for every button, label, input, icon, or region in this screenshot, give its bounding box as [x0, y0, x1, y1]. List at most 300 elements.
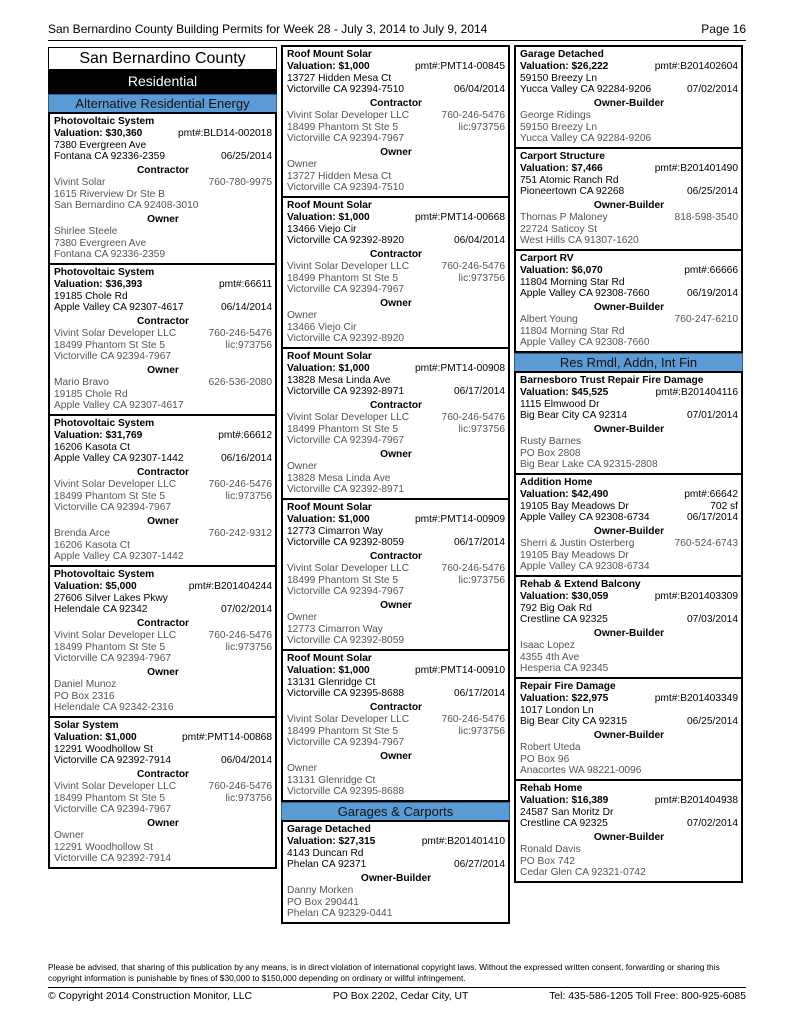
valuation: Valuation: $1,000 [287, 60, 370, 72]
owner-label: Owner-Builder [593, 730, 665, 741]
entry-row [287, 84, 505, 96]
contractor-city: Victorville CA 92394-7967 [287, 435, 405, 447]
county-title: San Bernardino County [48, 47, 277, 69]
owner-city: Victorville CA 92394-7510 [287, 182, 405, 194]
contractor-name: Vivint Solar Developer LLC [287, 109, 410, 121]
owner-phone: 818-598-3540 [674, 211, 738, 223]
entry-row [54, 177, 272, 189]
contractor-street: 18499 Phantom St Ste 5 [287, 121, 399, 133]
permit-number: pmt#:66612 [218, 429, 272, 441]
owner-label: Owner [380, 298, 412, 309]
permit-date: 06/25/2014 [687, 716, 738, 728]
job-address: 16206 Kasota Ct [54, 441, 130, 453]
footer-address: PO Box 2202, Cedar City, UT [332, 991, 469, 1002]
entry-row [54, 604, 272, 616]
owner-name: Brenda Arce [54, 527, 111, 539]
permit-entry [514, 677, 743, 781]
contractor-street: 18499 Phantom St Ste 5 [54, 339, 166, 351]
owner-city: Victorville CA 92392-8059 [287, 635, 405, 647]
entry-row [287, 859, 505, 871]
job-address: 13727 Hidden Mesa Ct [287, 72, 392, 84]
permit-title: Carport RV [520, 253, 574, 264]
entry-row [54, 630, 272, 642]
entry-row [520, 387, 738, 399]
permit-title: Roof Mount Solar [287, 502, 372, 513]
owner-label: Owner [380, 751, 412, 762]
contractor-label: Contractor [136, 467, 190, 478]
owner-street: 19105 Bay Meadows Dr [520, 549, 629, 561]
entry-row [520, 110, 738, 122]
owner-city: Apple Valley CA 92307-4617 [54, 400, 184, 412]
valuation: Valuation: $30,360 [54, 127, 143, 139]
owner-street: 22724 Saticoy St [520, 223, 598, 235]
owner-street: 19185 Chole Rd [54, 388, 128, 400]
entry-row [287, 763, 505, 775]
owner-phone: 626-536-2080 [208, 376, 272, 388]
entry-row [287, 885, 505, 897]
permit-date: 06/17/2014 [454, 688, 505, 700]
contractor-city: Victorville CA 92394-7967 [54, 653, 172, 665]
contractor-street: 18499 Phantom St Ste 5 [54, 792, 166, 804]
entry-row [520, 512, 738, 524]
entry-row [54, 189, 272, 201]
owner-street: 13727 Hidden Mesa Ct [287, 170, 392, 182]
contractor-phone: 760-246-5476 [441, 411, 505, 423]
entry-row [520, 489, 738, 501]
contractor-city: Victorville CA 92394-7967 [287, 586, 405, 598]
entry-row [54, 377, 272, 389]
valuation: Valuation: $36,393 [54, 278, 143, 290]
contractor-phone: 760-246-5476 [208, 478, 272, 490]
job-address: 13131 Glenridge Ct [287, 676, 376, 688]
entry-row [54, 528, 272, 540]
job-city: Helendale CA 92342 [54, 604, 148, 616]
owner-phone: 760-524-6743 [674, 537, 738, 549]
valuation: Valuation: $26,222 [520, 60, 609, 72]
entry-row [54, 755, 272, 767]
owner-city: Yucca Valley CA 92284-9206 [520, 133, 652, 145]
permit-title: Barnesboro Trust Repair Fire Damage [520, 375, 704, 386]
valuation: Valuation: $1,000 [54, 731, 137, 743]
job-address: 751 Atomic Ranch Rd [520, 174, 619, 186]
permit-number: pmt#:PMT14-00909 [414, 513, 505, 525]
entry-row [520, 591, 738, 603]
permit-number: pmt#:B201404244 [188, 580, 272, 592]
permit-number: pmt#:B201402604 [654, 60, 738, 72]
job-address: 1017 London Ln [520, 704, 594, 716]
permit-title: Roof Mount Solar [287, 653, 372, 664]
permit-entry [281, 820, 510, 924]
owner-street: 16206 Kasota Ct [54, 539, 130, 551]
entry-row [520, 614, 738, 626]
column-1 [48, 47, 277, 869]
owner-city: Victorville CA 92395-8688 [287, 786, 405, 798]
footer-phones: Tel: 435-586-1205 Toll Free: 800-925-6085 [549, 991, 746, 1002]
permit-number: pmt#:B201401410 [421, 835, 505, 847]
owner-label: Owner [380, 449, 412, 460]
contractor-city: San Bernardino CA 92408-3010 [54, 200, 199, 212]
permit-title: Roof Mount Solar [287, 49, 372, 60]
owner-street: 13131 Glenridge Ct [287, 774, 376, 786]
contractor-name: Vivint Solar Developer LLC [54, 478, 177, 490]
contractor-street: 18499 Phantom St Ste 5 [54, 641, 166, 653]
job-city: Apple Valley CA 92308-7660 [520, 288, 650, 300]
entry-row [520, 410, 738, 422]
contractor-phone: 760-246-5476 [441, 109, 505, 121]
valuation: Valuation: $27,315 [287, 835, 376, 847]
owner-label: Owner [147, 818, 179, 829]
valuation: Valuation: $42,490 [520, 488, 609, 500]
job-city: Victorville CA 92392-7914 [54, 755, 172, 767]
permit-date: 06/04/2014 [454, 84, 505, 96]
permit-number: pmt#:B201401490 [654, 162, 738, 174]
permit-title: Photovoltaic System [54, 569, 155, 580]
owner-street: 12291 Woodhollow St [54, 841, 153, 853]
valuation: Valuation: $31,769 [54, 429, 143, 441]
page-footer [48, 991, 746, 1002]
column-2 [281, 47, 510, 924]
permit-date: 07/03/2014 [687, 614, 738, 626]
owner-name: George Ridings [520, 109, 591, 121]
permit-entry [48, 716, 277, 869]
job-city: Big Bear City CA 92314 [520, 410, 628, 422]
owner-street: 13828 Mesa Linda Ave [287, 472, 391, 484]
contractor-license: lic:973756 [458, 121, 505, 133]
owner-label: Owner-Builder [593, 200, 665, 211]
entry-row [54, 479, 272, 491]
entry-row [54, 491, 272, 503]
contractor-license: lic:973756 [225, 339, 272, 351]
owner-city: Hesperia CA 92345 [520, 663, 609, 675]
report-title: San Bernardino County Building Permits for Week 28 - July 3, 2014 to July 9, 2014 [48, 22, 488, 36]
page-number: Page 16 [701, 22, 746, 36]
permit-entry [281, 196, 510, 349]
job-address: 4143 Duncan Rd [287, 847, 364, 859]
job-city: Victorville CA 92392-8920 [287, 235, 405, 247]
permit-date: 06/17/2014 [454, 537, 505, 549]
section-header: Garages & Carports [281, 802, 510, 822]
owner-label: Owner [147, 365, 179, 376]
job-city: Crestline CA 92325 [520, 614, 608, 626]
owner-name: Isaac Lopez [520, 639, 575, 651]
owner-label: Owner [147, 214, 179, 225]
entry-row [54, 328, 272, 340]
contractor-phone: 760-246-5476 [208, 629, 272, 641]
job-address: 19105 Bay Meadows Dr [520, 500, 629, 512]
owner-label: Owner [147, 516, 179, 527]
owner-street: PO Box 290441 [287, 896, 359, 908]
permit-number: pmt#:PMT14-00868 [181, 731, 272, 743]
permit-title: Roof Mount Solar [287, 351, 372, 362]
contractor-license: lic:973756 [458, 725, 505, 737]
entry-row [287, 726, 505, 738]
owner-city: Big Bear Lake CA 92315-2808 [520, 459, 658, 471]
entry-row [287, 665, 505, 677]
contractor-name: Vivint Solar Developer LLC [54, 629, 177, 641]
permit-number: pmt#:PMT14-00845 [414, 60, 505, 72]
square-footage: 702 sf [710, 500, 738, 512]
owner-name: Owner [287, 611, 318, 623]
valuation: Valuation: $5,000 [54, 580, 137, 592]
valuation: Valuation: $7,466 [520, 162, 603, 174]
entry-row [54, 793, 272, 805]
entry-row [54, 151, 272, 163]
valuation: Valuation: $1,000 [287, 211, 370, 223]
permit-entry [281, 498, 510, 651]
permit-number: pmt#:PMT14-00668 [414, 211, 505, 223]
permit-entry [514, 575, 743, 679]
permit-date: 07/02/2014 [687, 818, 738, 830]
entry-row [287, 514, 505, 526]
owner-name: Rusty Barnes [520, 435, 582, 447]
owner-name: Owner [287, 158, 318, 170]
entry-row [54, 128, 272, 140]
permit-date: 06/25/2014 [687, 186, 738, 198]
permit-date: 06/16/2014 [221, 453, 272, 465]
owner-street: 11804 Morning Star Rd [520, 325, 625, 337]
permit-title: Rehab & Extend Balcony [520, 579, 641, 590]
permit-entry [514, 473, 743, 577]
permit-title: Addition Home [520, 477, 593, 488]
job-city: Apple Valley CA 92308-6734 [520, 512, 650, 524]
owner-phone: 760-242-9312 [208, 527, 272, 539]
entry-row [287, 212, 505, 224]
owner-street: PO Box 2808 [520, 447, 581, 459]
owner-label: Owner [380, 600, 412, 611]
permit-title: Photovoltaic System [54, 116, 155, 127]
permit-number: pmt#:B201403349 [654, 692, 738, 704]
owner-name: Owner [54, 829, 85, 841]
contractor-name: Vivint Solar Developer LLC [54, 780, 177, 792]
owner-city: Victorville CA 92392-8971 [287, 484, 405, 496]
owner-label: Owner [147, 667, 179, 678]
permit-title: Carport Structure [520, 151, 605, 162]
valuation: Valuation: $45,525 [520, 386, 609, 398]
contractor-street: 18499 Phantom St Ste 5 [287, 423, 399, 435]
entry-row [520, 795, 738, 807]
contractor-name: Vivint Solar Developer LLC [287, 260, 410, 272]
entry-row [287, 273, 505, 285]
valuation: Valuation: $22,975 [520, 692, 609, 704]
permit-title: Photovoltaic System [54, 267, 155, 278]
permit-entry [48, 263, 277, 416]
entry-row [287, 688, 505, 700]
entry-row [54, 830, 272, 842]
entry-row [520, 186, 738, 198]
job-address: 24587 San Moritz Dr [520, 806, 614, 818]
section-header: Res Rmdl, Addn, Int Fin [514, 353, 743, 373]
copyright-notice: Please be advised, that sharing of this publication by any means, is in direct violation of international copyright laws. Without the expressed written consent, forwarding or sharing this copyright information is punishable by fines of $30,000 to $150,000 depending on ordinary or willful infringement. [48, 962, 720, 983]
permit-entry [48, 112, 277, 265]
entry-row [54, 340, 272, 352]
owner-name: Owner [287, 762, 318, 774]
job-city: Apple Valley CA 92307-1442 [54, 453, 184, 465]
valuation: Valuation: $1,000 [287, 513, 370, 525]
contractor-phone: 760-246-5476 [441, 562, 505, 574]
owner-name: Robert Uteda [520, 741, 581, 753]
entry-row [54, 781, 272, 793]
entry-row [287, 563, 505, 575]
header-divider [48, 40, 746, 41]
contractor-name: Vivint Solar [54, 176, 106, 188]
permit-number: pmt#:PMT14-00910 [414, 664, 505, 676]
owner-city: Victorville CA 92392-7914 [54, 853, 172, 865]
contractor-label: Contractor [369, 400, 423, 411]
contractor-city: Victorville CA 92394-7967 [54, 502, 172, 514]
job-city: Crestline CA 92325 [520, 818, 608, 830]
job-city: Victorville CA 92395-8688 [287, 688, 405, 700]
permit-number: pmt#:B201404938 [654, 794, 738, 806]
contractor-city: Victorville CA 92394-7967 [54, 804, 172, 816]
contractor-city: Victorville CA 92394-7967 [287, 737, 405, 749]
permit-entry [281, 347, 510, 500]
contractor-label: Contractor [136, 165, 190, 176]
contractor-name: Vivint Solar Developer LLC [287, 713, 410, 725]
contractor-phone: 760-246-5476 [441, 260, 505, 272]
owner-city: West Hills CA 91307-1620 [520, 235, 639, 247]
entry-row [287, 537, 505, 549]
job-address: 7380 Evergreen Ave [54, 139, 147, 151]
permit-number: pmt#:B201403309 [654, 590, 738, 602]
permit-entry [48, 565, 277, 718]
contractor-license: lic:973756 [225, 490, 272, 502]
owner-label: Owner-Builder [593, 628, 665, 639]
owner-name: Owner [287, 309, 318, 321]
owner-street: 4355 4th Ave [520, 651, 580, 663]
owner-street: 13466 Viejo Cir [287, 321, 357, 333]
permit-number: pmt#:66666 [684, 264, 738, 276]
entry-row [520, 640, 738, 652]
owner-label: Owner-Builder [360, 873, 432, 884]
job-city: Fontana CA 92336-2359 [54, 151, 166, 163]
permit-title: Repair Fire Damage [520, 681, 616, 692]
permit-entry [514, 371, 743, 475]
job-city: Victorville CA 92394-7510 [287, 84, 405, 96]
job-address: 59150 Breezy Ln [520, 72, 598, 84]
entry-row [54, 302, 272, 314]
entry-row [287, 575, 505, 587]
section-header: Alternative Residential Energy [48, 94, 277, 114]
permit-date: 06/04/2014 [221, 755, 272, 767]
permit-date: 07/02/2014 [221, 604, 272, 616]
job-city: Big Bear City CA 92315 [520, 716, 628, 728]
contractor-label: Contractor [369, 551, 423, 562]
contractor-license: lic:973756 [458, 574, 505, 586]
contractor-name: Vivint Solar Developer LLC [287, 562, 410, 574]
entry-row [520, 84, 738, 96]
permit-number: pmt#:66611 [218, 278, 272, 290]
entry-row [287, 159, 505, 171]
job-address: 13466 Viejo Cir [287, 223, 357, 235]
permit-date: 06/25/2014 [221, 151, 272, 163]
contractor-phone: 760-780-9975 [208, 176, 272, 188]
entry-row [54, 279, 272, 291]
permit-title: Garage Detached [287, 824, 371, 835]
owner-label: Owner-Builder [593, 424, 665, 435]
valuation: Valuation: $16,389 [520, 794, 609, 806]
entry-row [54, 226, 272, 238]
owner-label: Owner-Builder [593, 302, 665, 313]
job-address: 792 Big Oak Rd [520, 602, 592, 614]
permit-entry [48, 414, 277, 567]
job-address: 11804 Morning Star Rd [520, 276, 625, 288]
owner-name: Daniel Munoz [54, 678, 117, 690]
owner-city: Victorville CA 92392-8920 [287, 333, 405, 345]
entry-row [54, 679, 272, 691]
permit-entry [514, 45, 743, 149]
contractor-city: Victorville CA 92394-7967 [54, 351, 172, 363]
entry-row [520, 212, 738, 224]
job-city: Pioneertown CA 92268 [520, 186, 625, 198]
entry-row [287, 122, 505, 134]
permit-number: pmt#:B201404116 [655, 386, 738, 398]
owner-city: Helendale CA 92342-2316 [54, 702, 174, 714]
permit-title: Garage Detached [520, 49, 604, 60]
entry-row [287, 310, 505, 322]
contractor-street: 18499 Phantom St Ste 5 [287, 725, 399, 737]
permit-date: 06/14/2014 [221, 302, 272, 314]
entry-row [54, 430, 272, 442]
entry-row [520, 742, 738, 754]
contractor-street: 1615 Riverview Dr Ste B [54, 188, 165, 200]
valuation: Valuation: $1,000 [287, 362, 370, 374]
owner-city: Phelan CA 92329-0441 [287, 908, 393, 920]
contractor-name: Vivint Solar Developer LLC [54, 327, 177, 339]
owner-city: Anacortes WA 98221-0096 [520, 765, 642, 777]
permit-date: 06/04/2014 [454, 235, 505, 247]
owner-city: Apple Valley CA 92308-7660 [520, 337, 650, 349]
contractor-label: Contractor [369, 702, 423, 713]
permit-title: Photovoltaic System [54, 418, 155, 429]
contractor-phone: 760-246-5476 [441, 713, 505, 725]
permit-date: 06/17/2014 [454, 386, 505, 398]
valuation: Valuation: $6,070 [520, 264, 603, 276]
owner-street: 7380 Evergreen Ave [54, 237, 147, 249]
entry-row [287, 261, 505, 273]
owner-street: PO Box 742 [520, 855, 575, 867]
owner-street: PO Box 2316 [54, 690, 115, 702]
permit-entry [281, 45, 510, 198]
entry-row [520, 716, 738, 728]
entry-row [287, 714, 505, 726]
job-address: 12773 Cimarron Way [287, 525, 383, 537]
entry-row [520, 501, 738, 513]
entry-row [287, 235, 505, 247]
owner-name: Thomas P Maloney [520, 211, 608, 223]
entry-row [54, 642, 272, 654]
entry-row [287, 836, 505, 848]
owner-name: Sherri & Justin Osterberg [520, 537, 635, 549]
permit-number: pmt#:BLD14-002018 [177, 127, 272, 139]
category-banner: Residential [48, 69, 277, 94]
permit-date: 07/01/2014 [687, 410, 738, 422]
entry-row [287, 612, 505, 624]
contractor-street: 18499 Phantom St Ste 5 [287, 574, 399, 586]
permit-date: 06/19/2014 [687, 288, 738, 300]
permit-title: Roof Mount Solar [287, 200, 372, 211]
entry-row [520, 844, 738, 856]
owner-city: Cedar Glen CA 92321-0742 [520, 867, 646, 879]
entry-row [520, 288, 738, 300]
permit-title: Solar System [54, 720, 119, 731]
owner-name: Shirlee Steele [54, 225, 118, 237]
contractor-street: 18499 Phantom St Ste 5 [287, 272, 399, 284]
entry-row [287, 412, 505, 424]
entry-row [287, 110, 505, 122]
entry-row [520, 314, 738, 326]
contractor-license: lic:973756 [225, 641, 272, 653]
footer-copyright: © Copyright 2014 Construction Monitor, LLC [48, 991, 253, 1002]
